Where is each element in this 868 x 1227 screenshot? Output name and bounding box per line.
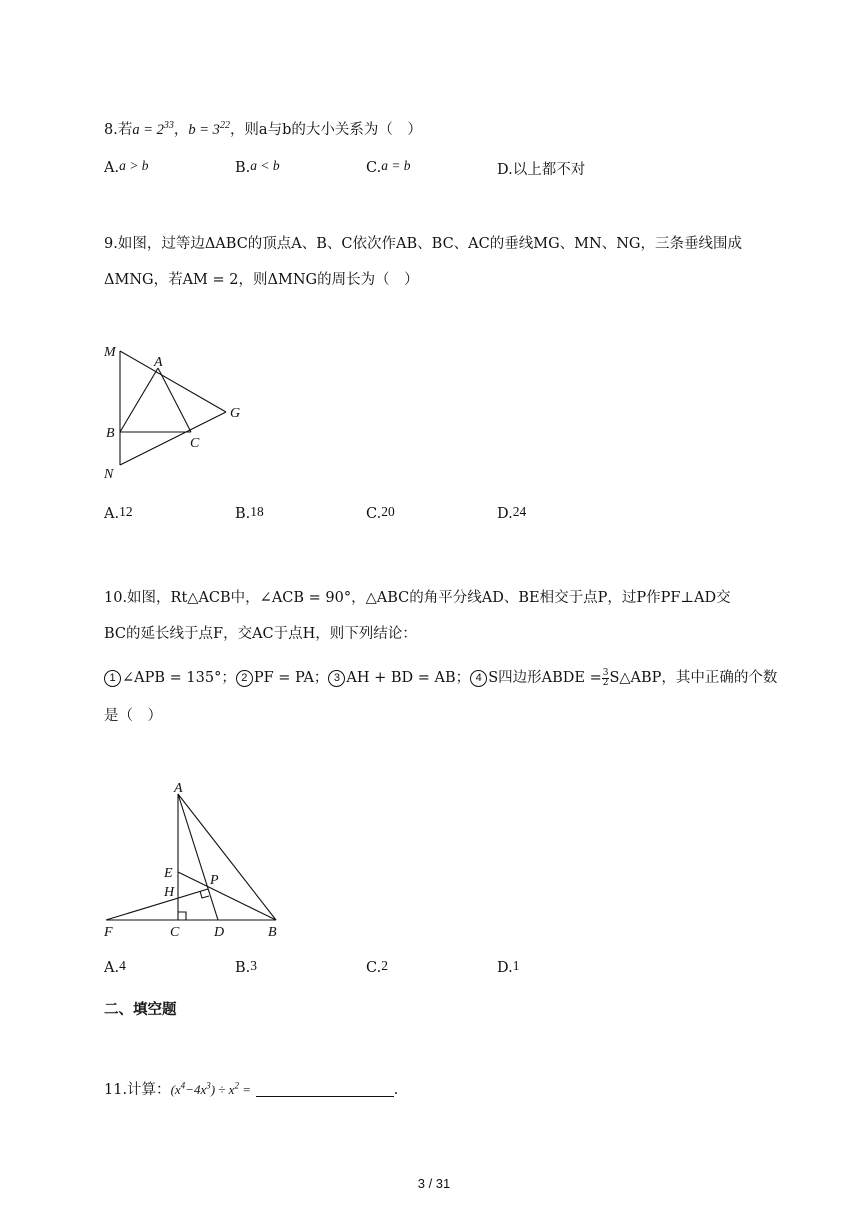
q10-stem-line2: BC的延长线于点F，交AC于点H，则下列结论： xyxy=(104,626,417,642)
label-A: A xyxy=(154,355,163,370)
q10-option-d: D.1 xyxy=(497,958,520,976)
q10-option-c: C.2 xyxy=(366,958,388,976)
label-D: D xyxy=(214,925,225,940)
q8-option-b: B.a < b xyxy=(235,158,280,176)
conclusion-1-mark: 1 xyxy=(104,670,121,687)
label-F: F xyxy=(104,925,113,940)
conclusion-3-mark: 3 xyxy=(328,670,345,687)
fraction-3-2: $\frac{3}{2}$ xyxy=(602,667,609,688)
label-P: P xyxy=(210,873,219,888)
q10-conclusions: 1 ∠APB = 135°； 2 PF = PA； 3 AH + BD = AB； 4 S四边形ABDE = $\frac{3}{2}$ S△ABP，其中正确的个数 xyxy=(104,666,777,688)
label-B: B xyxy=(106,426,115,441)
q10-stem-line1: 10.如图，Rt△ACB中，∠ACB = 90°，△ABC的角平分线AD、BE相交于点P，过P作PF⊥AD交 xyxy=(104,590,731,606)
q10-figure xyxy=(96,776,292,944)
q10-option-a: A.4 xyxy=(104,958,126,976)
conclusion-2-mark: 2 xyxy=(236,670,253,687)
section-heading: 二、填空题 xyxy=(104,1002,177,1018)
label-H: H xyxy=(164,885,175,900)
label-C: C xyxy=(190,436,200,451)
label-E: E xyxy=(164,866,173,881)
q9-option-b: B.18 xyxy=(235,504,264,522)
q11-stem: 11.计算：$(x^4-4x^3) \div x^2$ = . xyxy=(104,1080,399,1098)
q8-option-a: A.a > b xyxy=(104,158,149,176)
page-number: 3 / 31 xyxy=(417,1176,451,1191)
q9-option-a: A.12 xyxy=(104,504,133,522)
q10-option-b: B.3 xyxy=(235,958,258,976)
q9-figure xyxy=(96,335,256,485)
label-G: G xyxy=(230,406,241,421)
label-A: A xyxy=(174,781,183,796)
label-M: M xyxy=(104,345,116,360)
label-C: C xyxy=(170,925,180,940)
q9-stem-line1: 9.如图，过等边ΔABC的顶点A、B、C依次作AB、BC、AC的垂线MG、MN、NG，三条垂线围成 xyxy=(104,236,742,252)
label-B: B xyxy=(268,925,277,940)
q10-stem-line4: 是（ ） xyxy=(104,708,162,724)
q9-stem-line2: ΔMNG，若AM = 2，则ΔMNG的周长为（ ） xyxy=(104,272,419,288)
q9-option-c: C.20 xyxy=(366,504,395,522)
label-N: N xyxy=(104,467,114,482)
q9-option-d: D.24 xyxy=(497,504,527,522)
q8-option-d: D.以上都不对 xyxy=(497,162,586,178)
q8-stem: 8.若$a = 2^{33}$，$b = 3^{22}$，则a与b的大小关系为（ ） xyxy=(104,120,422,138)
q8-option-c: C.a = b xyxy=(366,158,411,176)
conclusion-4-mark: 4 xyxy=(470,670,487,687)
answer-blank[interactable] xyxy=(256,1096,394,1097)
